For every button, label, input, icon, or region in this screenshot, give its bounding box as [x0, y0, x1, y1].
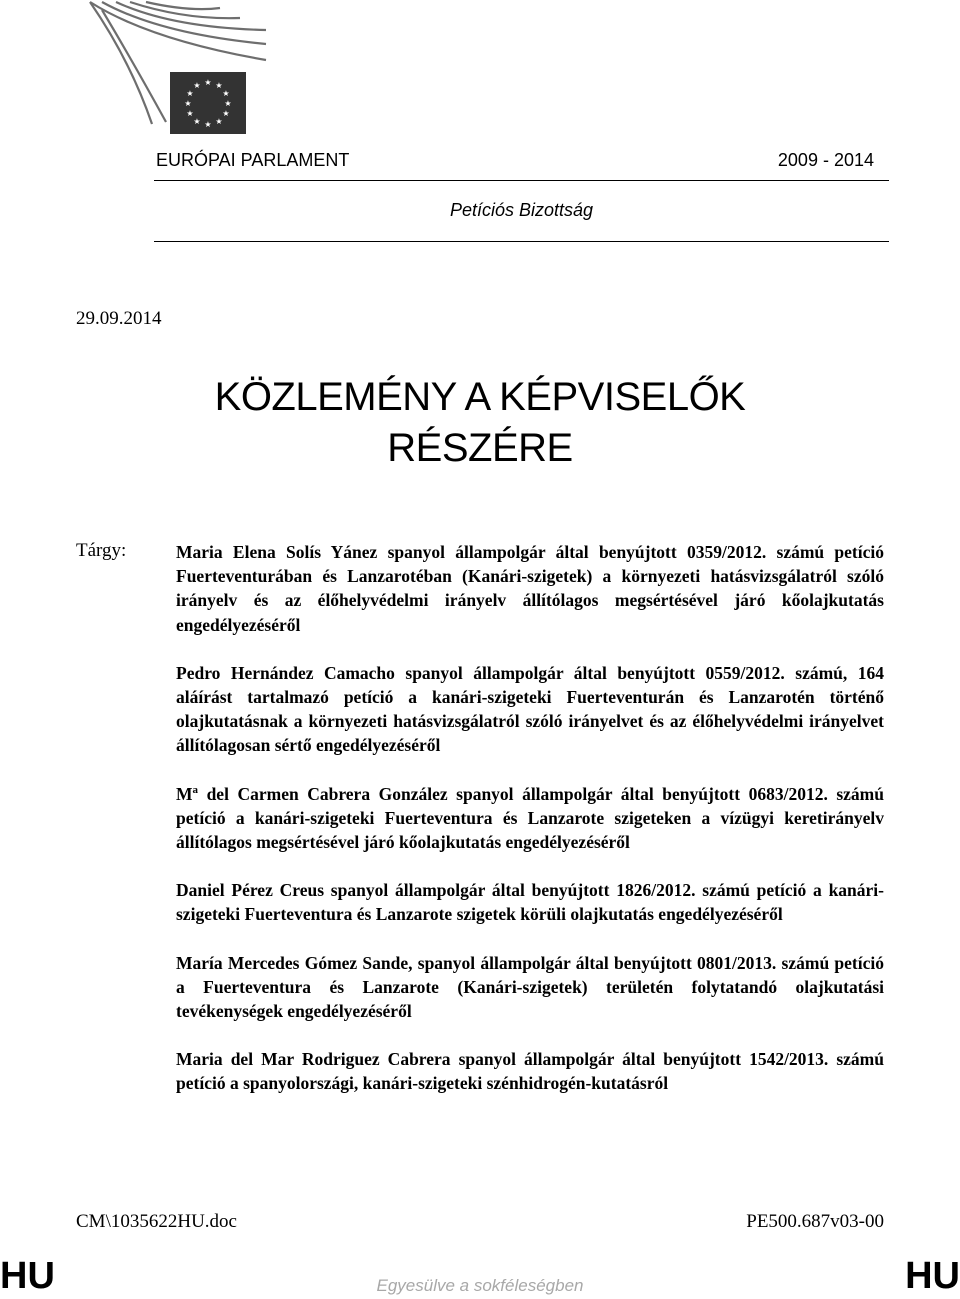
svg-text:★: ★	[204, 120, 212, 129]
petition-item	[176, 782, 884, 855]
svg-text:★: ★	[204, 78, 212, 87]
subject-label: Tárgy:	[76, 540, 127, 561]
committee-name: Petíciós Bizottság	[449, 200, 594, 220]
petition-item: Daniel Pérez Creus spanyol állampolgár által benyújtott 1826/2012. számú petíció a kanári-szigeteki Fuerteventura és Lanzarote szigetek körüli olajkutatás engedélyezéséről	[176, 880, 884, 925]
parliamentary-term: 2009 - 2014	[777, 150, 874, 170]
svg-text:★: ★	[193, 81, 201, 90]
petition-item: Maria Elena Solís Yánez spanyol állampolgár által benyújtott 0359/2012. számú petíció Fuerteventurában és Lanzarotéban (Kanári-szigetek) a környezeti hatásvizsgálatról szóló irányelv és az élőhelyvédelmi irányelv állítólagos megsértésével járó kőolajkutatás engedélyezéséről	[176, 542, 884, 635]
svg-text:★: ★	[222, 89, 230, 98]
svg-text:★: ★	[184, 99, 192, 108]
document-title	[60, 372, 900, 474]
svg-text:★: ★	[224, 99, 232, 108]
eu-parliament-flag-logo	[80, 0, 270, 140]
header-divider	[154, 180, 889, 181]
petition-title-prefix: M	[176, 783, 193, 804]
organization-name: EURÓPAI PARLAMENT	[156, 150, 350, 170]
language-code-right: HU	[905, 1255, 960, 1297]
committee-divider	[154, 241, 889, 242]
petition-item: Maria del Mar Rodriguez Cabrera spanyol állampolgár által benyújtott 1542/2013. számú petíció a spanyolországi, kanári-szigeteki szénhidrogén-kutatásról	[176, 1049, 884, 1094]
title-line-1: KÖZLEMÉNY A KÉPVISELŐK	[214, 375, 746, 419]
svg-text:★: ★	[215, 117, 223, 126]
language-code-left: HU	[0, 1255, 55, 1297]
eu-motto: Egyesülve a sokféleségben	[376, 1276, 584, 1295]
header-row	[154, 146, 874, 180]
petition-item: Pedro Hernández Camacho spanyol állampolgár által benyújtott 0559/2012. számú, 164 aláírást tartalmazó petíció a kanári-szigeteki Fuerteventurán és Lanzarotén történő olajkutatásnak a környezeti hatásvizsgálatról szóló irányelvet és az élőhelyvédelmi irányelvet állítólagosan sértő engedélyezéséről	[176, 662, 884, 756]
petition-title-superscript: a	[192, 783, 199, 796]
svg-text:★: ★	[222, 109, 230, 118]
pe-reference: PE500.687v03-00	[746, 1211, 884, 1232]
document-date: 29.09.2014	[76, 308, 162, 329]
svg-text:★: ★	[186, 109, 194, 118]
svg-text:★: ★	[193, 117, 201, 126]
document-reference: CM\1035622HU.doc	[76, 1211, 237, 1232]
petition-text: del Carmen Cabrera González spanyol állampolgár által benyújtott 0683/2012. számú petíció a kanári-szigeteki Fuerteventura és Lanzarote szigeteken a vízügyi keretirányelv állítólagos megsértésével járó kőolajkutatás engedélyezéséről	[176, 783, 884, 853]
svg-text:★: ★	[215, 81, 223, 90]
title-line-2: RÉSZÉRE	[387, 426, 573, 470]
petition-item: María Mercedes Gómez Sande, spanyol állampolgár által benyújtott 0801/2013. számú petíció a Fuerteventura és Lanzarote (Kanári-szigetek) területén folytatandó olajkutatási tevékenységek engedélyezéséről	[176, 952, 884, 1022]
svg-text:★: ★	[186, 89, 194, 98]
subject-list	[176, 540, 884, 1120]
